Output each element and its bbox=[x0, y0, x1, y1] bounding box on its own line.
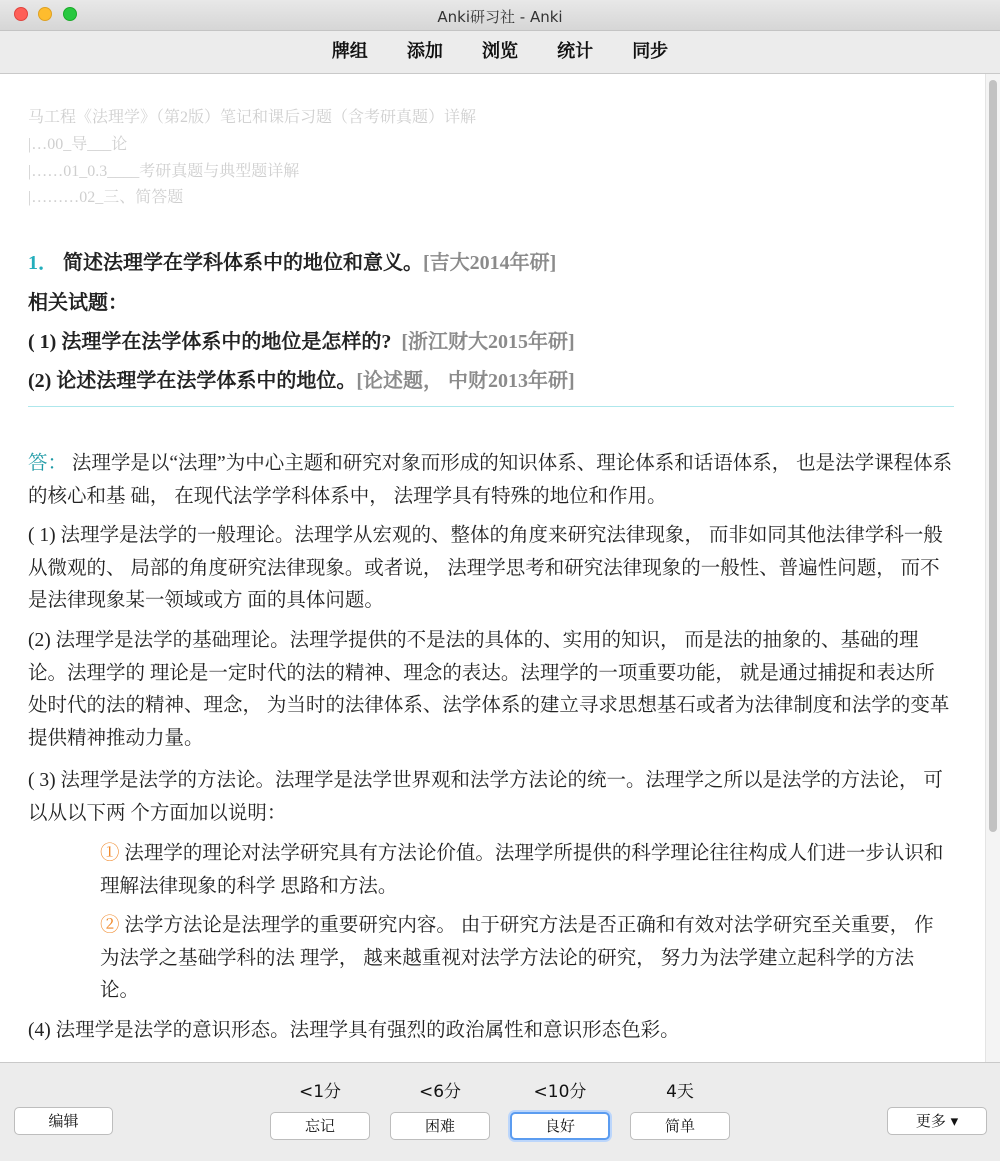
easy-interval: 4天 bbox=[666, 1082, 694, 1102]
toolbar-sync[interactable]: 同步 bbox=[632, 41, 669, 62]
question-line bbox=[28, 246, 556, 275]
good-button[interactable]: 良好 bbox=[510, 1112, 610, 1140]
again-interval: <1分 bbox=[298, 1082, 342, 1102]
more-button[interactable]: 更多 ▾ bbox=[887, 1107, 987, 1135]
circled-one-mark: ① bbox=[100, 843, 120, 864]
content-scrollbar[interactable] bbox=[985, 74, 1000, 1062]
good-interval: <10分 bbox=[533, 1082, 587, 1102]
breadcrumb-book: 马工程《法理学》（第2版）笔记和课后习题（含考研真题）详解 bbox=[28, 109, 477, 126]
answer-subpoint-2 bbox=[28, 910, 953, 1008]
answer-subpoint-2-text: 法学方法论是法理学的重要研究内容。 由于研究方法是否正确和有效对法学研究至关重要， 作为法学之基础学科的法 理学， 越来越重视对法学方法论的研究， 努力为法学建立起科学的方法论。 bbox=[100, 915, 934, 1001]
content-fade bbox=[0, 1042, 985, 1062]
question-number: 1． bbox=[28, 252, 58, 274]
breadcrumb-subsection: |………02_三、简答题 bbox=[28, 189, 184, 206]
related-question-1-text: ( 1) 法理学在法学体系中的地位是怎样的? bbox=[28, 331, 392, 353]
breadcrumb-chapter: |…00_导___论 bbox=[28, 136, 128, 153]
answer-label: 答： bbox=[28, 453, 68, 474]
related-question-2-source: [论述题， 中财2013年研] bbox=[356, 370, 575, 392]
edit-button[interactable]: 编辑 bbox=[14, 1107, 113, 1135]
main-toolbar bbox=[0, 31, 1000, 74]
related-question-2 bbox=[28, 364, 575, 393]
toolbar-stats[interactable]: 统计 bbox=[557, 41, 594, 62]
again-button[interactable]: 忘记 bbox=[270, 1112, 370, 1140]
related-question-1-source: [浙江财大2015年研] bbox=[401, 331, 575, 353]
hard-interval: <6分 bbox=[418, 1082, 462, 1102]
answer-intro-text: 法理学是以“法理”为中心主题和研究对象而形成的知识体系、理论体系和话语体系， 也是法学课程体系的核心和基 础， 在现代法学学科体系中， 法理学具有特殊的地位和作用。 bbox=[28, 453, 953, 507]
answer-subpoint-1-text: 法理学的理论对法学研究具有方法论价值。法理学所提供的科学理论往往构成人们进一步认识和理解法律现象的科学 思路和方法。 bbox=[100, 843, 944, 897]
window-title: Anki研习社 - Anki bbox=[437, 8, 563, 26]
related-label: 相关试题： bbox=[28, 292, 128, 314]
answer-point-3: ( 3) 法理学是法学的方法论。法理学是法学世界观和法学方法论的统一。法理学之所以是法学的方法论， 可以从以下两 个方面加以说明： bbox=[28, 770, 943, 824]
answer-subpoint-1 bbox=[28, 838, 953, 903]
answer-point-4: (4) 法理学是法学的意识形态。法理学具有强烈的政治属性和意识形态色彩。 bbox=[28, 1020, 680, 1041]
card-content bbox=[0, 74, 985, 1062]
related-question-2-text: (2) 论述法理学在法学体系中的地位。 bbox=[28, 370, 357, 392]
question-text: 简述法理学在学科体系中的地位和意义。 bbox=[63, 252, 423, 274]
hard-button[interactable]: 困难 bbox=[390, 1112, 490, 1140]
breadcrumb-section: |……01_0.3____考研真题与典型题详解 bbox=[28, 163, 300, 180]
answer-intro bbox=[28, 448, 953, 513]
answer-point-2: (2) 法理学是法学的基础理论。法理学提供的不是法的具体的、实用的知识， 而是法的抽象的、基础的理论。法理学的 理论是一定时代的法的精神、理念的表达。法理学的一项重要功能， 就是通过捕捉和表达所处时代的法的精神、理念， 为当时的法律体系、法学体系的建立寻求思想基石或者为法律制度和法学的变革提供精神推动力量。 bbox=[28, 630, 950, 749]
easy-button[interactable]: 简单 bbox=[630, 1112, 730, 1140]
circled-two-mark: ② bbox=[100, 915, 120, 936]
related-question-1 bbox=[28, 325, 575, 354]
answer-divider bbox=[28, 406, 954, 407]
title-bar bbox=[0, 0, 1000, 31]
toolbar-browse[interactable]: 浏览 bbox=[482, 41, 518, 62]
scrollbar-thumb[interactable] bbox=[989, 80, 997, 832]
review-bar bbox=[0, 1062, 1000, 1161]
toolbar-add[interactable]: 添加 bbox=[406, 41, 443, 62]
question-source: [吉大2014年研] bbox=[423, 252, 557, 274]
answer-point-1: ( 1) 法理学是法学的一般理论。法理学从宏观的、整体的角度来研究法律现象， 而非如同其他法律学科一般从微观的、 局部的角度研究法律现象。或者说， 法理学思考和研究法律现象的一般性、普遍性问题， 而不是法律现象某一领域或方 面的具体问题。 bbox=[28, 525, 943, 611]
toolbar-decks[interactable]: 牌组 bbox=[331, 41, 368, 62]
